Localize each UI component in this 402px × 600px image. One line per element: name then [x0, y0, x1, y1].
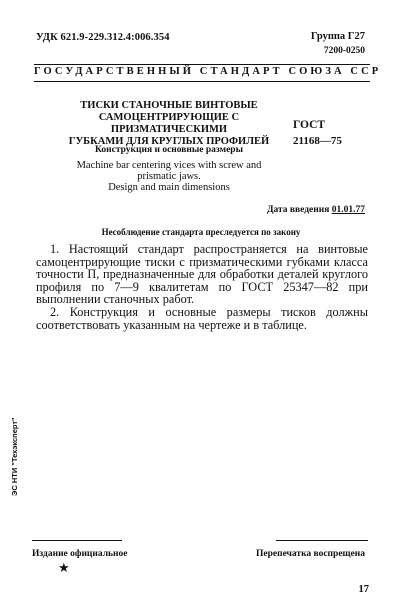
subtitle-russian: Конструкция и основные размеры [94, 145, 243, 155]
star-icon: ★ [58, 560, 70, 575]
footer-right-rule [276, 540, 368, 541]
gost-label: ГОСТ [293, 119, 326, 131]
document-body [36, 243, 368, 331]
title-line-3: ГУБКАМИ ДЛЯ КРУГЛЫХ ПРОФИЛЕЙ [68, 136, 270, 147]
introduction-date-value: 01.01.77 [331, 205, 365, 215]
footer-left-rule [32, 540, 122, 541]
introduction-date-label: Дата введения [266, 205, 330, 215]
state-standard-banner: ГОСУДАРСТВЕННЫЙ СТАНДАРТ СОЮЗА ССР [34, 66, 382, 77]
subtitle-english-line-1: Machine bar centering vices with screw and [76, 160, 262, 171]
introduction-date [267, 205, 365, 215]
document-title [58, 100, 280, 148]
reprint-prohibited-label: Перепечатка воспрещена [255, 549, 365, 559]
page-number: 17 [358, 584, 369, 595]
law-notice: Несоблюдение стандарта преследуется по закону [101, 227, 301, 237]
subtitle-english-line-3: Design and main dimensions [108, 182, 230, 193]
okp-code: 7200-0250 [323, 46, 365, 56]
gost-number: 21168—75 [293, 135, 342, 147]
subtitle-english-line-2: prismatic jaws. [137, 171, 201, 182]
subtitle-english [58, 160, 280, 193]
official-edition-label: Издание официальное [32, 549, 128, 559]
paragraph-2: 2. Конструкция и основные размеры тисков должны соответствовать указанным на чертеже и в таблице. [36, 304, 368, 332]
title-line-2: САМОЦЕНТРИРУЮЩИЕ С ПРИЗМАТИЧЕСКИМИ [98, 112, 240, 135]
publisher-side-mark: ЭС НТИ "Техэксперт" [10, 417, 19, 496]
paragraph-1: 1. Настоящий стандарт распространяется на винтовые самоцентрирующие тиски с призматическими губками класса точности П, предназначенные для обработки деталей круглого профиля по 7—9 квалитетам по ГОСТ 25347—82 при выполнении станочных работ. [36, 242, 368, 307]
header-bottom-rule [34, 81, 370, 82]
header-top-rule [34, 64, 370, 65]
udk-code: УДК 621.9-229.312.4:006.354 [36, 32, 170, 43]
group-code: Группа Г27 [310, 31, 365, 42]
title-line-1: ТИСКИ СТАНОЧНЫЕ ВИНТОВЫЕ [80, 100, 258, 111]
